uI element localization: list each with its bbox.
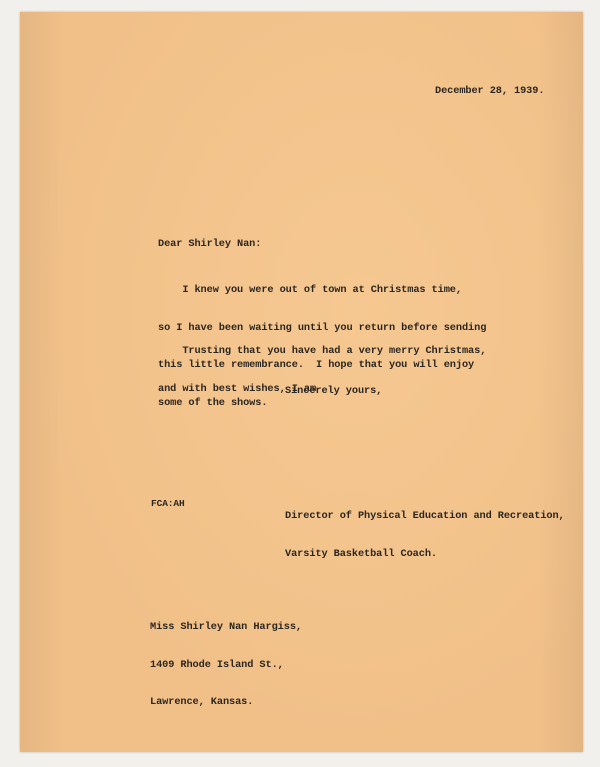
- letter-date: December 28, 1939.: [435, 85, 545, 97]
- body-paragraph-2: [158, 320, 486, 420]
- body-line: so I have been waiting until you return before sending: [158, 321, 487, 334]
- signature-title: [285, 485, 565, 585]
- title-line: Director of Physical Education and Recreation,: [285, 510, 565, 522]
- address-line: Lawrence, Kansas.: [150, 696, 254, 708]
- body-line: I knew you were out of town at Christmas time,: [158, 284, 462, 296]
- recipient-address: [150, 596, 302, 734]
- address-line: 1409 Rhode Island St.,: [150, 658, 284, 671]
- address-line: Miss Shirley Nan Hargiss,: [150, 621, 302, 633]
- title-line: Varsity Basketball Coach.: [285, 547, 437, 560]
- body-line: some of the shows.: [158, 396, 268, 409]
- salutation: Dear Shirley Nan:: [158, 238, 262, 250]
- letter-page: [20, 12, 583, 752]
- body-line: Trusting that you have had a very merry Christmas,: [158, 345, 487, 357]
- typist-initials: FCA:AH: [151, 498, 185, 509]
- body-line: this little remembrance. I hope that you will enjoy: [158, 359, 475, 371]
- complimentary-closing: Sincerely yours,: [285, 385, 383, 397]
- body-line: and with best wishes, I am: [158, 382, 317, 395]
